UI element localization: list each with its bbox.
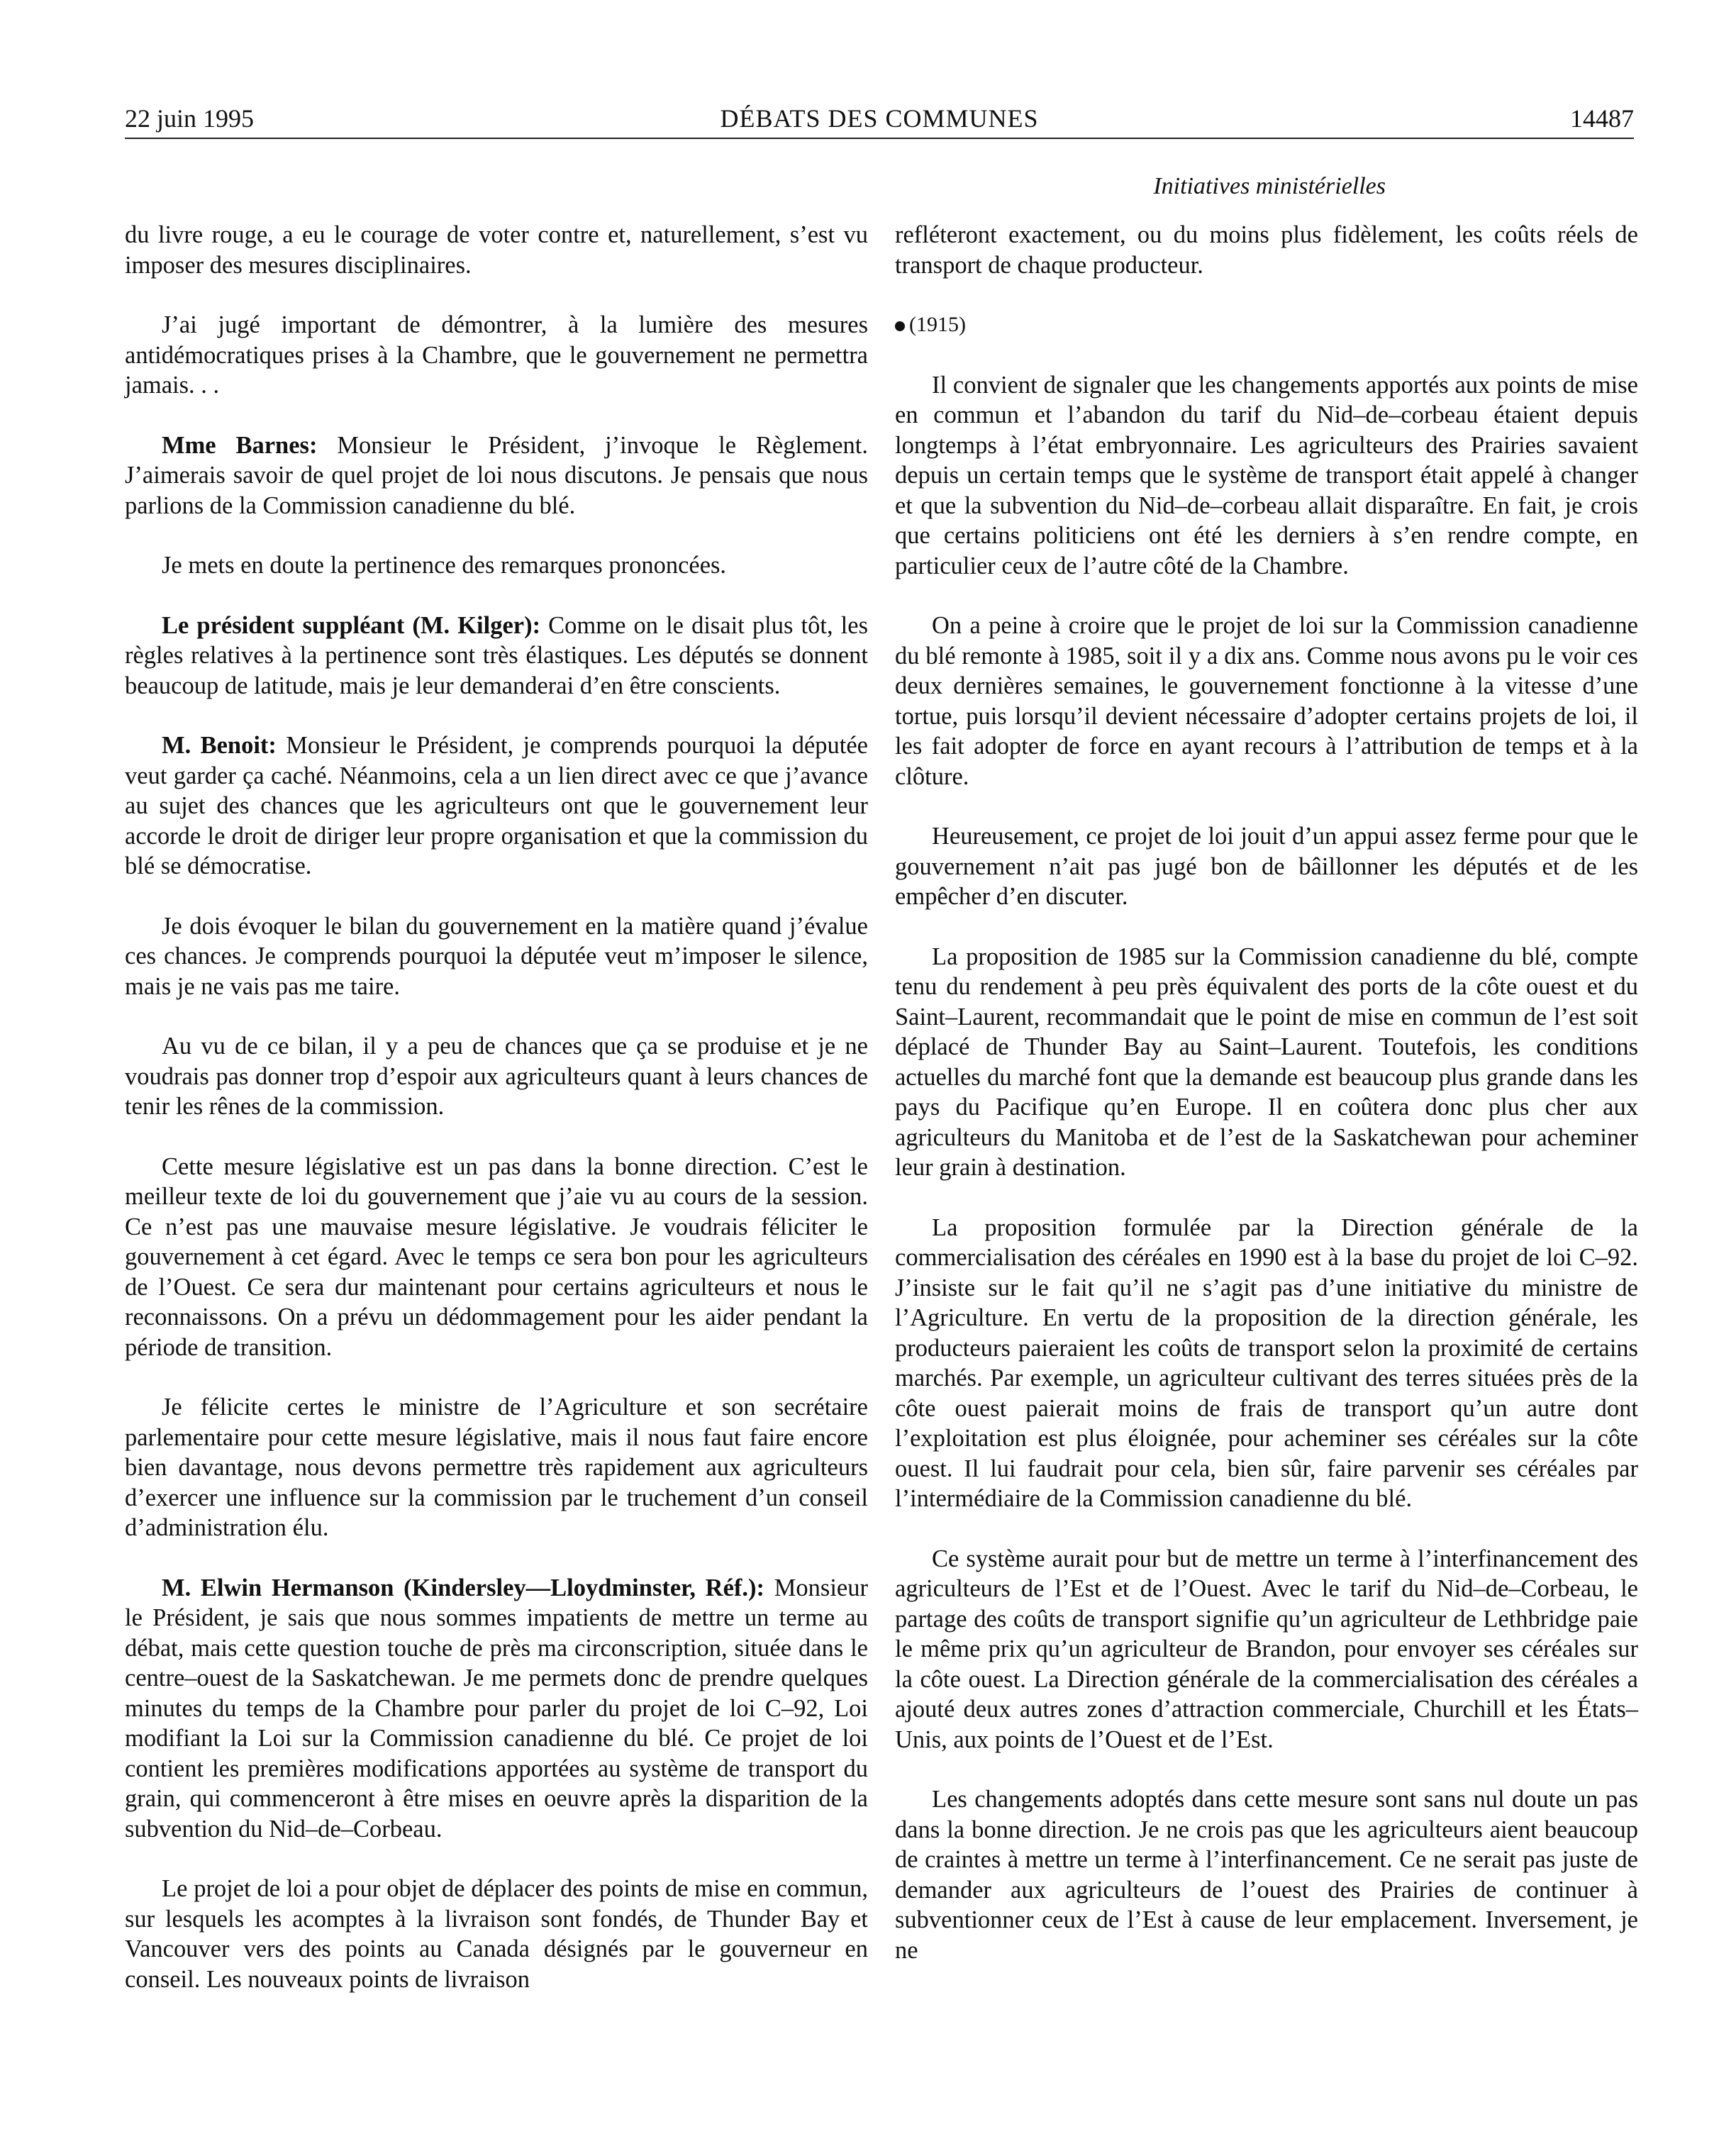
speaker-name: Mme Barnes: (162, 431, 318, 459)
paragraph: du livre rouge, a eu le courage de voter contre et, naturellement, s’est vu imposer des mesures disciplinaires. (125, 221, 868, 279)
paragraph: Je dois évoquer le bilan du gouvernement en la matière quand j’évalue ces chances. Je comprends pourquoi la députée veut m’imposer le silence, mais je ne vais pas me taire. (125, 912, 868, 1000)
paragraph: Les changements adoptés dans cette mesure sont sans nul doute un pas dans la bonne direction. Je ne crois pas que les agriculteurs aient beaucoup de craintes à mettre un terme à l’interfinancement. Ce ne serait pas juste de demander aux agriculteurs de l’ouest des Prairies de continuer à subventionner ceux de l’Est à cause de leur emplacement. Inversement, je ne (895, 1786, 1638, 1964)
paragraph: Je mets en doute la pertinence des remarques prononcées. (162, 552, 727, 579)
paragraph (125, 611, 868, 701)
paragraph: Il convient de signaler que les changements apportés aux points de mise en commun et l’abandon du tarif du Nid–de–corbeau étaient depuis longtemps à l’état embryonnaire. Les agriculteurs des Prairies savaient depuis un certain temps que le système de transport était appelé à changer et que la subvention du Nid–de–corbeau allait disparaître. En fait, je crois que certains politiciens ont été les derniers à s’en rendre compte, en particulier ceux de l’autre côté de la Chambre. (895, 371, 1638, 579)
speech-text: Monsieur le Président, je sais que nous sommes impatients de mettre un terme au débat, mais cette question touche de près ma circonscription, située dans le centre–ouest de la Saskatchewan. Je me permets donc de prendre quelques minutes du temps de la Chambre pour parler du projet de loi C–92, Loi modifiant la Loi sur la Commission canadienne du blé. Ce projet de loi contient les premières modifications apportées au système de transport du grain, qui commenceront à être mises en oeuvre après la disparition de la subvention du Nid–de–Corbeau. (125, 1574, 868, 1843)
paragraph: On a peine à croire que le projet de loi sur la Commission canadienne du blé remonte à 1985, soit il y a dix ans. Comme nous avons pu le voir ces deux dernières semaines, le gouvernement fonctionne à la vitesse d’une tortue, puis lorsqu’il devient nécessaire d’adopter certains projets de loi, il les fait adopter de force en ayant recours à l’attribution de temps et à la clôture. (895, 612, 1638, 790)
section-tag: Initiatives ministérielles (1153, 173, 1386, 199)
page-header (125, 98, 1634, 139)
paragraph: Cette mesure législative est un pas dans la bonne direction. C’est le meilleur texte de loi du gouvernement que j’aie vu au cours de la session. Ce n’est pas une mauvaise mesure législative. Je voudrais féliciter le gouvernement à cet égard. Avec le temps ce sera bon pour les agriculteurs de l’Ouest. Ce sera dur maintenant pour certains agriculteurs et nous le reconnaissons. On a prévu un dédommagement pour les aider pendant la période de transition. (125, 1152, 868, 1361)
speech-text: Monsieur le Président, je comprends pourquoi la députée veut garder ça caché. Néanmoins, cela a un lien direct avec ce que j’avance au sujet des chances que les agriculteurs ont que le gouvernement leur accorde le droit de diriger leur propre organisation et que la commission du blé se démocratise. (125, 732, 868, 879)
paragraph: La proposition de 1985 sur la Commission canadienne du blé, compte tenu du rendement à peu près équivalent des ports de la côte ouest et du Saint–Laurent, recommandait que le point de mise en commun de l’est soit déplacé de Thunder Bay au Saint–Laurent. Toutefois, les conditions actuelles du marché font que la demande est beaucoup plus grande dans les pays du Pacifique qu’en Europe. Il en coûtera donc plus cher aux agriculteurs du Manitoba et de l’est de la Saskatchewan pour acheminer leur grain à destination. (895, 943, 1638, 1181)
paragraph: Ce système aurait pour but de mettre un terme à l’interfinancement des agriculteurs de l’Est et de l’Ouest. Avec le tarif du Nid–de–Corbeau, le partage des coûts de transport signifie qu’un agriculteur de Lethbridge paie le même prix qu’un agriculteur de Brandon, pour envoyer ses céréales sur la côte ouest. La Direction générale de la commercialisation des céréales a ajouté deux autres zones d’attraction commerciale, Churchill et les États–Unis, aux points de l’Ouest et de l’Est. (895, 1545, 1638, 1753)
header-page-number: 14487 (1570, 104, 1634, 133)
paragraph (125, 730, 868, 882)
speech-text: Comme on le disait plus tôt, les règles relatives à la pertinence sont très élastiques. Les députés se donnent beaucoup de latitude, mais je leur demanderai d’en être conscients. (125, 611, 868, 699)
paragraph: refléteront exactement, ou du moins plus fidèlement, les coûts réels de transport de chaque producteur. (895, 221, 1638, 279)
paragraph (125, 1573, 868, 1845)
paragraph: Le projet de loi a pour objet de déplacer des points de mise en commun, sur lesquels les acomptes à la livraison sont fondés, de Thunder Bay et Vancouver vers des points au Canada désignés par le gouverneur en conseil. Les nouveaux points de livraison (125, 1875, 868, 1993)
speaker-name: M. Elwin Hermanson (Kindersley—Lloydminster, Réf.): (162, 1574, 765, 1601)
paragraph: Je félicite certes le ministre de l’Agriculture et son secrétaire parlementaire pour cette mesure législative, mais il nous faut faire encore bien davantage, nous devons permettre très rapidement aux agriculteurs d’exercer une influence sur la commission par le truchement d’un conseil d’administration élu. (125, 1394, 868, 1541)
time-marker (895, 310, 1638, 340)
paragraph: La proposition formulée par la Direction générale de la commercialisation des céréales en 1990 est à la base du projet de loi C–92. J’insiste sur le fait qu’il ne s’agit pas d’une initiative du ministre de l’Agriculture. En vertu de la proposition de la direction générale, les producteurs paieraient les coûts de transport selon la proximité de certains marchés. Par exemple, un agriculteur cultivant des terres situées près de la côte ouest paierait moins de frais de transport qu’un autre dont l’exploitation est plus éloignée, pour acheminer ses céréales sur la côte ouest. Il lui faudrait pour cela, bien sûr, faire parvenir ses céréales par l’intermédiaire de la Commission canadienne du blé. (895, 1213, 1638, 1512)
paragraph: J’ai jugé important de démontrer, à la lumière des mesures antidémocratiques prises à la Chambre, que le gouvernement ne permettra jamais. . . (125, 311, 868, 399)
right-column (895, 220, 1638, 1995)
paragraph: Au vu de ce bilan, il y a peu de chances que ça se produise et je ne voudrais pas donner trop d’espoir aux agriculteurs quant à leurs chances de tenir les rênes de la commission. (125, 1033, 868, 1120)
time-marker-text: (1915) (909, 313, 966, 336)
speech-text: Monsieur le Président, j’invoque le Règlement. J’aimerais savoir de quel projet de loi nous discutons. Je pensais que nous parlions de la Commission canadienne du blé. (125, 431, 868, 519)
header-date: 22 juin 1995 (125, 104, 255, 133)
header-title: DÉBATS DES COMMUNES (720, 104, 1039, 133)
paragraph (125, 430, 868, 521)
speaker-name: Le président suppléant (M. Kilger): (162, 611, 541, 639)
bullet-icon (895, 321, 905, 331)
left-column (125, 220, 868, 2024)
paragraph: Heureusement, ce projet de loi jouit d’un appui assez ferme pour que le gouvernement n’ait pas jugé bon de bâillonner les députés et de les empêcher d’en discuter. (895, 823, 1638, 910)
speaker-name: M. Benoit: (162, 732, 277, 759)
